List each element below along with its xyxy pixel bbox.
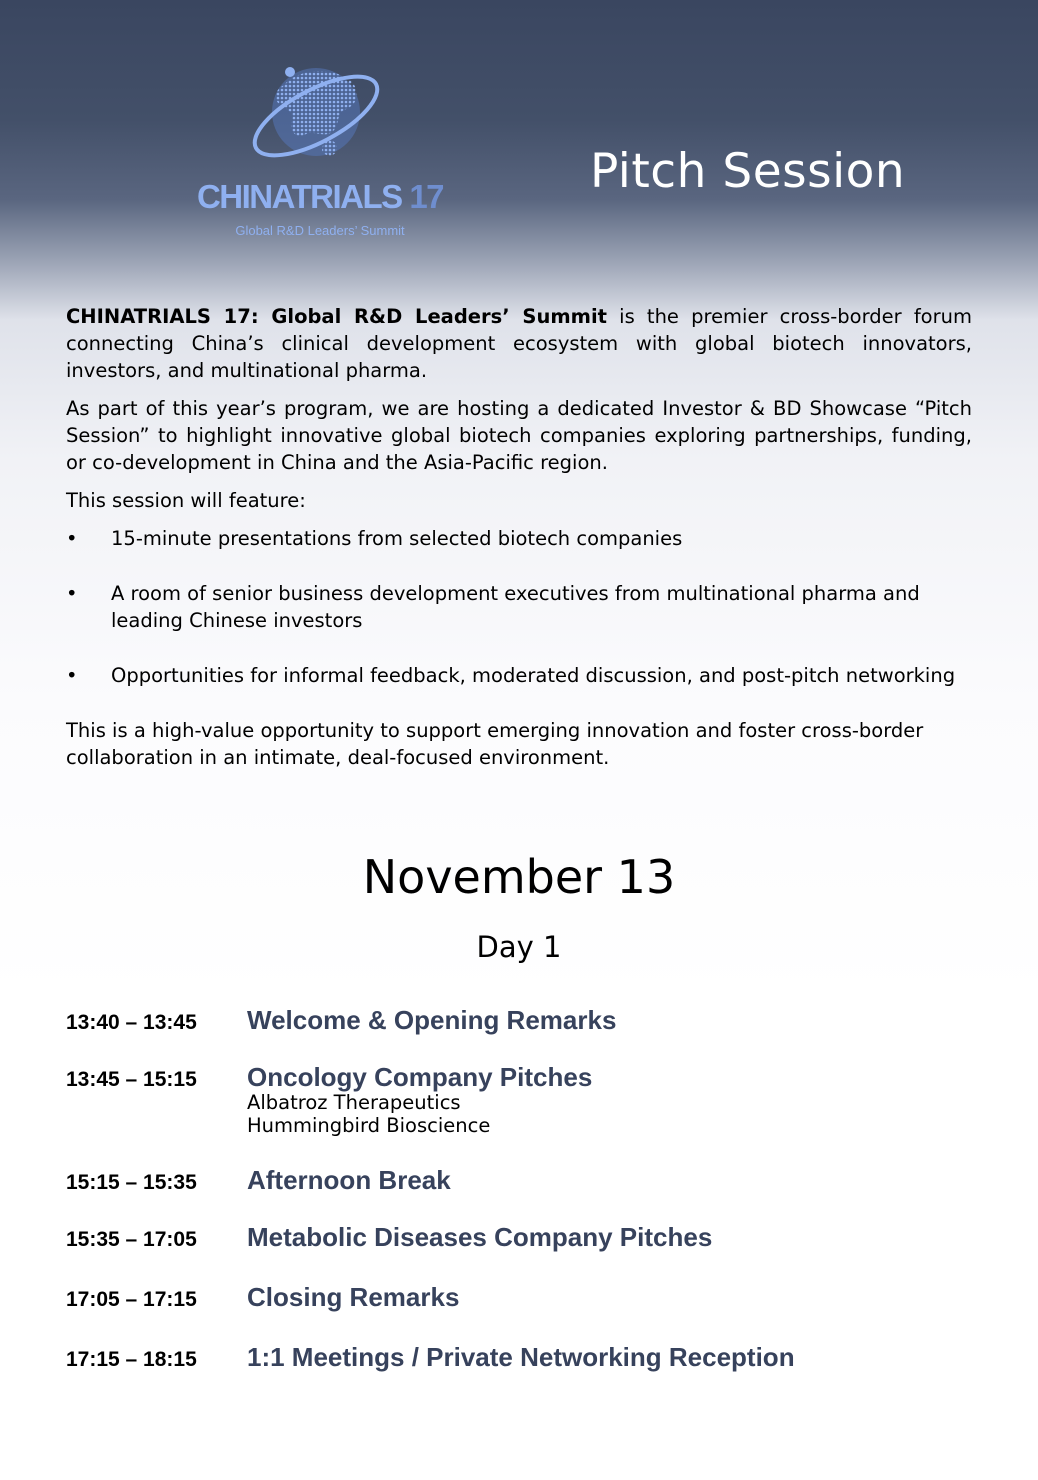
schedule-event: Afternoon Break [247, 1165, 451, 1195]
logo-wordmark [180, 178, 460, 216]
intro-paragraph-2: As part of this year’s program, we are hosting a dedicated Investor & BD Showcase “Pitch Session” to highlight innovative global biotech companies exploring partnerships, funding, or co-development in China and the Asia-Pacific region. [66, 397, 972, 474]
logo-number: 17 [409, 178, 444, 215]
feature-intro: This session will feature: [66, 489, 306, 512]
schedule-event: 1:1 Meetings / Private Networking Reception [247, 1342, 795, 1372]
logo-brand: CHINATRIALS [196, 178, 402, 215]
bullet-icon: • [66, 527, 78, 550]
globe-orbit-icon [244, 60, 394, 172]
feature-text: Opportunities for informal feedback, moderated discussion, and post-pitch networking [111, 664, 956, 687]
schedule-time: 13:45 – 15:15 [66, 1068, 197, 1091]
day-heading: Day 1 [476, 930, 562, 964]
list-item [66, 580, 972, 634]
schedule-event: Metabolic Diseases Company Pitches [247, 1222, 713, 1252]
header [0, 0, 1038, 290]
page-title: Pitch Session [590, 144, 906, 199]
list-item [66, 662, 972, 689]
summit-name: CHINATRIALS 17: Global R&D Leaders’ Summit [66, 305, 607, 328]
schedule-event: Closing Remarks [247, 1282, 460, 1312]
feature-text: 15-minute presentations from selected biotech companies [111, 527, 683, 550]
bullet-icon: • [66, 582, 78, 605]
schedule-time: 15:35 – 17:05 [66, 1228, 197, 1251]
intro-section [66, 303, 972, 782]
schedule-time: 17:15 – 18:15 [66, 1348, 197, 1371]
feature-text: A room of senior business development executives from multinational pharma and leading Chinese investors [111, 582, 920, 632]
schedule-time: 15:15 – 15:35 [66, 1171, 197, 1194]
intro-paragraph-1 [66, 303, 972, 384]
schedule-time: 17:05 – 17:15 [66, 1288, 197, 1311]
logo-tagline: Global R&D Leaders’ Summit [235, 223, 405, 238]
bullet-icon: • [66, 664, 78, 687]
chinatrials-logo [180, 60, 460, 250]
list-item [66, 525, 972, 552]
date-heading: November 13 [362, 850, 676, 904]
schedule-time: 13:40 – 13:45 [66, 1011, 197, 1034]
closing-paragraph: This is a high-value opportunity to support emerging innovation and foster cross-border collaboration in an intimate, deal-focused environment. [66, 719, 924, 769]
feature-list [66, 525, 972, 689]
company-name: Hummingbird Bioscience [247, 1114, 491, 1137]
company-list [247, 1091, 490, 1137]
intro-paragraph-1-text: is the premier cross-border forum connecting China’s clinical development ecosystem with global biotech innovators, investors, and multinational pharma. [66, 305, 972, 382]
schedule-event: Welcome & Opening Remarks [247, 1005, 617, 1035]
schedule-event: Oncology Company Pitches [247, 1062, 593, 1092]
company-name: Albatroz Therapeutics [247, 1091, 461, 1114]
